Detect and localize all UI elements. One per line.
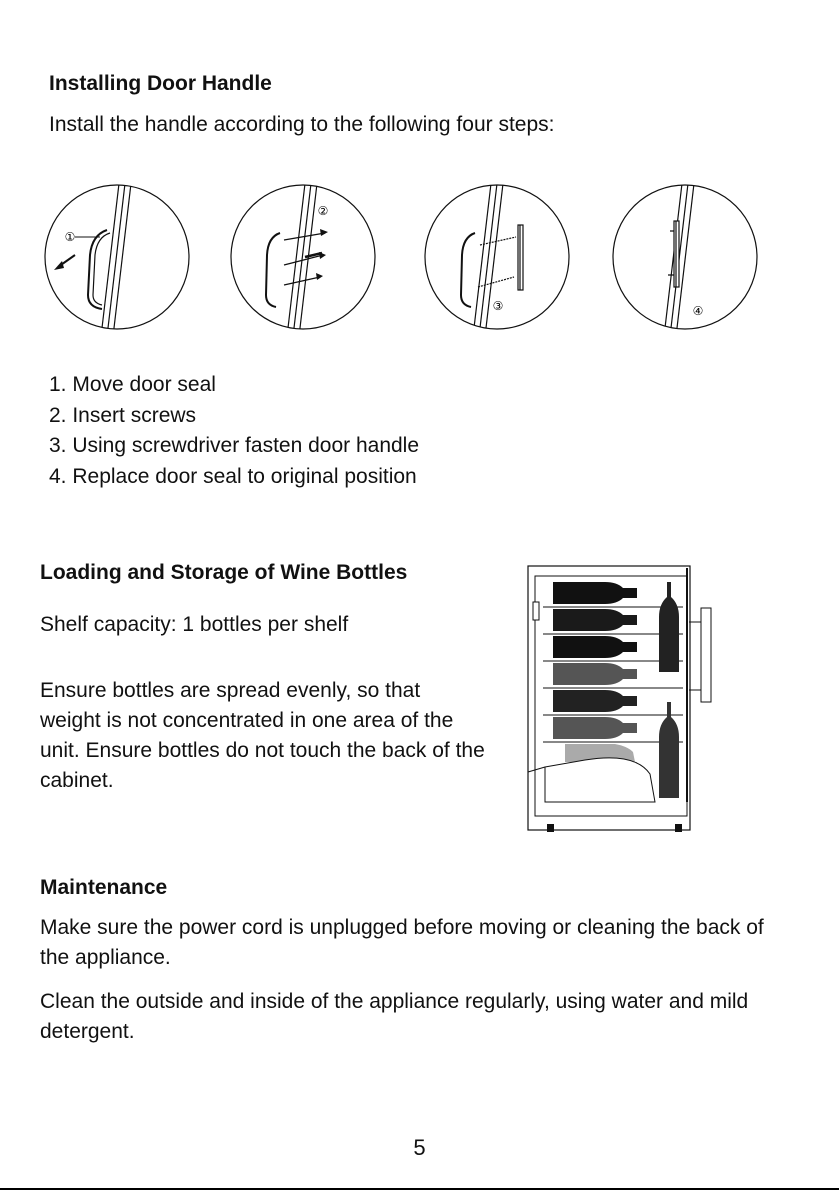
shelf-capacity: Shelf capacity: 1 bottles per shelf (40, 613, 349, 636)
maintenance-paragraph-1: Make sure the power cord is unplugged before moving or cleaning the back of the appliance. (40, 916, 764, 969)
install-intro: Install the handle according to the following four steps: (49, 113, 555, 136)
install-heading: Installing Door Handle (49, 72, 272, 95)
handle-install-diagrams (40, 175, 780, 340)
step-1-diagram (45, 175, 189, 340)
loading-instructions: Ensure bottles are spread evenly, so that weight is not concentrated in one area of the unit. Ensure bottles do not touch the back of the cabinet. (40, 679, 485, 792)
step-2-marker: ② (317, 204, 329, 218)
step-item: 2. Insert screws (49, 403, 197, 427)
step-item: 1. Move door seal (49, 373, 216, 396)
step-item: 3. Using screwdriver fasten door handle (49, 434, 420, 457)
install-steps-list (49, 370, 419, 492)
loading-heading: Loading and Storage of Wine Bottles (40, 561, 408, 584)
step-item: 4. Replace door seal to original position (49, 464, 417, 488)
wine-cabinet-illustration (525, 562, 720, 838)
step-3-diagram (425, 175, 569, 340)
step-3-marker: ③ (492, 299, 504, 313)
page-number: 5 (413, 1135, 426, 1160)
maintenance-paragraph-2: Clean the outside and inside of the appliance regularly, using water and mild detergent. (40, 990, 749, 1043)
step-1-marker: ① (64, 230, 76, 244)
step-2-diagram (231, 175, 375, 340)
step-4-marker: ④ (692, 304, 704, 318)
page-bottom-rule (0, 1188, 839, 1190)
maintenance-heading: Maintenance (40, 876, 168, 899)
step-4-diagram (613, 175, 757, 340)
